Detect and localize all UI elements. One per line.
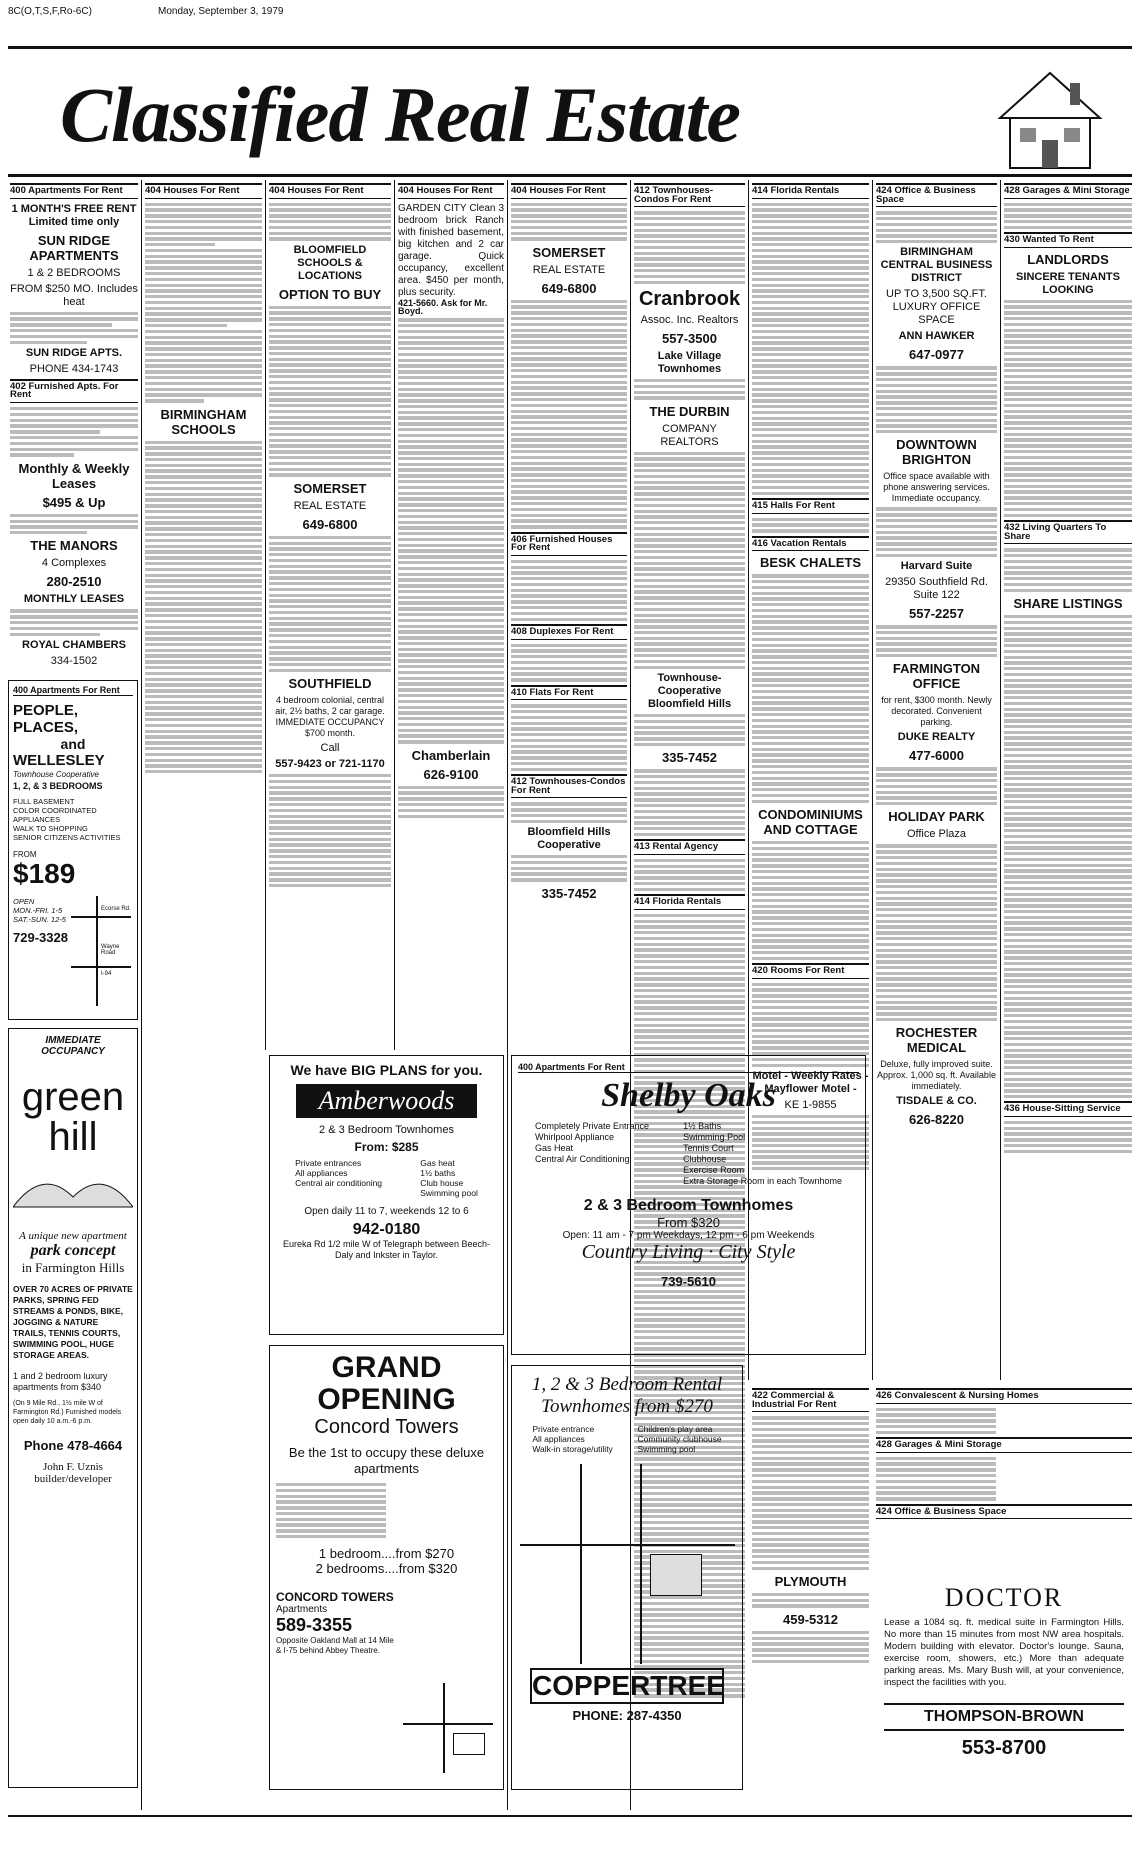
section-heading: 402 Furnished Apts. For Rent — [10, 379, 138, 403]
ad-body-text — [876, 1457, 996, 1501]
ad-sub: 4 Complexes — [41, 557, 107, 570]
ad-phone: 942-0180 — [352, 1221, 421, 1238]
section-heading: 406 Furnished Houses For Rent — [511, 532, 627, 556]
ad-tagline: A unique new apartment — [19, 1230, 127, 1242]
ad-brand: Concord Towers — [314, 1416, 459, 1438]
hours-weekday: MON.-FRI. 1-5 — [13, 906, 63, 915]
ad-title: DOCTOR — [944, 1583, 1064, 1612]
coppertree-ad — [511, 1365, 743, 1790]
ad-body-text — [145, 203, 262, 403]
ad-body-text — [876, 625, 997, 657]
section-heading: 420 Rooms For Rent — [752, 963, 869, 979]
ad-phone: 459-5312 — [783, 1611, 838, 1627]
price-1br: 1 bedroom....from $270 — [318, 1546, 455, 1562]
ad-brand: SOMERSET — [532, 244, 606, 260]
ad-body-text — [511, 560, 627, 621]
ad-body-text — [634, 379, 745, 400]
ad-sub: COMPANY REALTORS — [660, 422, 719, 448]
ad-body-text — [752, 1631, 869, 1663]
page-header — [8, 6, 1132, 22]
section-heading: 413 Rental Agency — [634, 839, 745, 855]
ad-brand: CONCORD TOWERS — [276, 1590, 394, 1605]
section-heading: 430 Wanted To Rent — [1004, 232, 1132, 248]
ad-beds: 1, 2, & 3 BEDROOMS — [13, 781, 103, 791]
column-rule — [394, 180, 395, 1050]
ad-body-text — [1004, 548, 1132, 592]
ad-brand: THE DURBIN — [649, 403, 730, 419]
section-heading: 400 Apartments For Rent — [518, 1062, 859, 1073]
ad-brand: Lake Village Townhomes — [657, 349, 722, 375]
ad-price: From: $285 — [354, 1140, 419, 1154]
ad-agent: TISDALE & CO. — [896, 1095, 977, 1108]
column-rule — [507, 180, 508, 1810]
ad-sub: Townhouse Cooperative — [13, 770, 99, 779]
ad-title: SUN RIDGE APARTMENTS — [29, 232, 119, 263]
ad-phone: 649-6800 — [541, 280, 597, 296]
feature-item: SENIOR CITIZENS ACTIVITIES — [13, 833, 121, 842]
ad-body-text — [1004, 203, 1132, 230]
ad-phone-label: SUN RIDGE APTS. — [25, 346, 123, 359]
section-heading: 404 Houses For Rent — [269, 183, 391, 199]
column-rule — [141, 180, 142, 1810]
ad-headline: GRAND — [331, 1351, 442, 1384]
section-heading: 426 Convalescent & Nursing Homes — [876, 1388, 1132, 1404]
ad-headline: and — [60, 736, 86, 752]
ad-address: 29350 Southfield Rd. Suite 122 — [885, 576, 988, 602]
feature-list — [276, 1158, 497, 1198]
column-4 — [398, 180, 504, 1035]
ad-city: in Farmington Hills — [21, 1260, 125, 1275]
ad-description: Lease a 1084 sq. ft. medical suite in Farmington Hills. No more than 15 minutes from most NW area hospitals. Modern building with elevator. Doctor's lounge. Sauna, exercise room, showers, etc.) More than adequate parking areas. Ms. Mary Bush will, at your convenience, inspect the facilities with you. — [884, 1617, 1124, 1688]
ad-phone: 335-7452 — [541, 885, 597, 901]
feature-item: WALK TO SHOPPING — [13, 824, 88, 833]
ad-headline: OPTION TO BUY — [278, 286, 382, 302]
ad-body-text — [876, 767, 997, 805]
ad-brand: Harvard Suite — [900, 560, 973, 573]
ad-phone: 626-8220 — [909, 1112, 964, 1128]
ad-sub: for rent, $300 month. Newly decorated. Convenient parking. — [881, 695, 992, 728]
ad-headline: We have BIG PLANS for you. — [290, 1062, 483, 1078]
section-banner — [60, 70, 880, 160]
ad-type: 2 & 3 Bedroom Townhomes — [319, 1124, 454, 1136]
ad-body-text — [398, 786, 504, 818]
ad-phone: KE 1-9855 — [784, 1098, 837, 1111]
ad-sub: Assoc. Inc. Realtors — [640, 313, 739, 326]
ad-phone: 557-2257 — [909, 606, 964, 622]
feature-item: Children's play area — [637, 1424, 713, 1434]
ad-brand: SOMERSET — [293, 480, 367, 496]
ad-brand: Townhouse-Cooperative Bloomfield Hills — [647, 671, 732, 710]
ad-brand: HOLIDAY PARK — [888, 809, 985, 825]
section-heading: 428 Garages & Mini Storage — [1004, 183, 1132, 199]
ad-body-text — [634, 714, 745, 746]
feature-item: FULL BASEMENT — [13, 797, 75, 806]
feature-item: Private entrance — [532, 1424, 595, 1434]
house-illustration-icon — [990, 58, 1110, 178]
top-rule — [8, 46, 1132, 49]
ad-headline: OPENING — [317, 1383, 456, 1416]
ad-title: BIRMINGHAM SCHOOLS — [160, 406, 247, 437]
hours-label: OPEN — [13, 897, 35, 906]
ad-location: Eureka Rd 1/2 mile W of Telegraph between Beech-Daly and Inkster in Taylor. — [283, 1239, 490, 1260]
ad-title: DOWNTOWN BRIGHTON — [896, 437, 977, 468]
location-map — [520, 1464, 734, 1664]
feature-list — [13, 797, 133, 842]
bottom-rule — [8, 1815, 1132, 1817]
location-map — [71, 896, 131, 1016]
column-3 — [269, 180, 391, 1035]
column-9 — [1004, 180, 1132, 1380]
feature-list — [520, 1424, 734, 1454]
ad-phone: 729-3328 — [13, 930, 68, 945]
ad-body-text — [752, 1593, 869, 1608]
ad-title: ROYAL CHAMBERS — [22, 638, 126, 651]
ad-body-text — [1004, 300, 1132, 517]
section-heading: 424 Office & Business Space — [876, 183, 997, 207]
section-heading: 404 Houses For Rent — [145, 183, 262, 199]
ad-body-text — [634, 452, 745, 669]
edition-code: 8C(O,T,S,F,Ro-6C) — [8, 6, 92, 17]
feature-item: COLOR COORDINATED APPLIANCES — [13, 806, 97, 824]
ad-body-text — [269, 536, 391, 672]
price-2br: 2 bedrooms....from $320 — [315, 1561, 458, 1577]
ad-body-text — [876, 211, 997, 243]
ad-sub: Apartments — [276, 1604, 328, 1616]
column-2 — [145, 180, 262, 1035]
ad-phone: 626-9100 — [423, 766, 479, 782]
ad-title: THE MANORS — [30, 538, 118, 554]
section-heading: 416 Vacation Rentals — [752, 536, 869, 552]
ad-brand: Bloomfield Hills Cooperative — [527, 826, 611, 852]
ad-brand: Amberwoods — [296, 1084, 477, 1118]
ad-subbrand: park concept — [30, 1242, 116, 1259]
ad-title: BLOOMFIELD SCHOOLS & LOCATIONS — [293, 243, 367, 282]
section-heading: 414 Florida Rentals — [634, 894, 745, 910]
ad-body-text — [876, 507, 997, 557]
section-heading: 412 Townhouses-Condos For Rent — [511, 774, 627, 798]
ad-body-text — [876, 1408, 996, 1435]
ad-body-text — [752, 841, 869, 960]
ad-phone: Phone 478-4664 — [23, 1438, 123, 1453]
feature-list — [518, 1121, 859, 1187]
feature-item: Swimming pool — [420, 1188, 478, 1198]
ad-phone: 557-9423 or 721-1170 — [275, 758, 385, 771]
ad-tag: IMMEDIATE OCCUPANCY — [41, 1035, 105, 1057]
ad-body-text — [752, 574, 869, 803]
ad-title: FARMINGTON OFFICE — [892, 661, 981, 692]
ad-hours: Open daily 11 to 7, weekends 12 to 6 — [304, 1206, 469, 1217]
ad-phone: 477-6000 — [909, 748, 964, 764]
ad-brand: Motel - Weekly Rates - Mayflower Motel - — [752, 1069, 869, 1095]
ad-body-text — [511, 802, 627, 823]
ad-garden-city: GARDEN CITY Clean 3 bedroom brick Ranch with finished basement, big kitchen and 2 car garage. Quick occupancy, excellent area. $450 per month, plus security. — [398, 202, 504, 298]
map-road-label: I-94 — [101, 971, 112, 977]
ad-body-text — [634, 859, 745, 891]
ad-hours: Open: 11 am - 7 pm Weekdays, 12 pm - 6 pm Weekends — [562, 1230, 815, 1241]
ad-phone: 649-6800 — [302, 516, 358, 532]
ad-brand: PLYMOUTH — [774, 1573, 847, 1589]
section-heading: 422 Commercial & Industrial For Rent — [752, 1388, 869, 1412]
ad-phone: 280-2510 — [46, 574, 102, 590]
ad-brand: COPPERTREE — [530, 1668, 724, 1704]
location-map — [403, 1683, 493, 1773]
column-1 — [10, 180, 138, 670]
map-road-label: Ecorse Rd. — [101, 906, 131, 912]
ad-price: FROM $250 MO. Includes heat — [10, 282, 138, 308]
feature-item: Swimming Pool — [683, 1132, 746, 1142]
ad-body-text — [752, 203, 869, 495]
ad-price: From $320 — [657, 1215, 720, 1230]
ad-description: OVER 70 ACRES OF PRIVATE PARKS, SPRING FED STREAMS & PONDS, BIKE, JOGGING & NATURE TRAILS, TENNIS COURTS, SWIMMING POOL, HUGE STORAGE AREAS. — [13, 1284, 133, 1360]
ad-brand: SOUTHFIELD — [288, 676, 372, 692]
ad-brand: Shelby Oaks — [601, 1077, 776, 1114]
ad-body-text — [876, 366, 997, 433]
section-heading: 400 Apartments For Rent — [10, 183, 138, 199]
ad-brand: green — [21, 1075, 125, 1119]
ad-body-text — [398, 318, 504, 743]
section-heading: 424 Office & Business Space — [876, 1504, 1132, 1520]
ad-promo: 1 MONTH'S FREE RENT Limited time only — [11, 202, 137, 228]
feature-item: Club house — [420, 1178, 464, 1188]
ad-address: Opposite Oakland Mall at 14 Mile & I-75 behind Abbey Theatre. — [276, 1636, 394, 1656]
amberwoods-ad — [269, 1055, 504, 1335]
ad-phone: 557-3500 — [662, 330, 717, 346]
ad-sub: SINCERE TENANTS LOOKING — [1016, 270, 1120, 296]
ad-body-text — [10, 407, 138, 457]
ad-body-text — [752, 518, 869, 533]
ad-brand: hill — [48, 1115, 98, 1159]
ad-phone: 647-0977 — [909, 347, 964, 363]
section-heading: 410 Flats For Rent — [511, 685, 627, 701]
ad-sub: REAL ESTATE — [532, 263, 606, 276]
ad-body-text — [276, 1483, 386, 1538]
map-road-label: Wayne Road — [101, 944, 120, 956]
feature-item: 1½ baths — [420, 1168, 456, 1178]
ad-agent: ANN HAWKER — [898, 330, 975, 343]
ad-title: LANDLORDS — [1027, 251, 1109, 267]
ad-headline: 1, 2 & 3 Bedroom Rental Townhomes from $270 — [531, 1374, 723, 1417]
feature-item: Swimming pool — [637, 1444, 696, 1454]
column-5 — [511, 180, 627, 1035]
ad-tagline: Country Living · City Style — [581, 1241, 796, 1263]
ad-title: ROCHESTER MEDICAL — [895, 1025, 978, 1056]
feature-item: 1½ Baths — [683, 1121, 722, 1131]
ad-location: (On 9 Mile Rd., 1½ mile W of Farmington Rd.) Furnished models open daily 10 a.m.-6 p.m. — [13, 1400, 122, 1425]
ad-body-text — [511, 644, 627, 682]
section-heading: 414 Florida Rentals — [752, 183, 869, 199]
ad-body-text — [752, 1416, 869, 1570]
section-heading: 412 Townhouses-Condos For Rent — [634, 183, 745, 207]
feature-item: Extra Storage Room in each Townhome — [683, 1176, 842, 1186]
feature-item: Completely Private Entrance — [535, 1121, 650, 1131]
hours-weekend: SAT.-SUN. 12-5 — [13, 915, 66, 924]
ad-body-text — [269, 203, 391, 241]
ad-agent: DUKE REALTY — [897, 731, 976, 744]
ad-sub: REAL ESTATE — [293, 499, 367, 512]
ad-phone: 553-8700 — [961, 1737, 1047, 1759]
ad-body-text — [10, 609, 138, 636]
ad-body-text — [511, 203, 627, 241]
ad-body-text — [269, 306, 391, 477]
section-heading: 428 Garages & Mini Storage — [876, 1437, 1132, 1453]
ad-sub: Be the 1st to occupy these deluxe apartments — [288, 1445, 485, 1476]
ad-title: BIRMINGHAM CENTRAL BUSINESS DISTRICT — [880, 246, 993, 285]
ad-sub: UP TO 3,500 SQ.FT. LUXURY OFFICE SPACE — [886, 288, 987, 327]
feature-item: Exercise Room — [683, 1165, 745, 1175]
ad-phone: 335-7452 — [662, 750, 717, 766]
ad-headline: PEOPLE, PLACES, — [13, 702, 79, 736]
ad-role: builder/developer — [34, 1473, 112, 1485]
column-rule — [1000, 180, 1001, 1380]
feature-item: Tennis Court — [683, 1143, 734, 1153]
ad-beds: 1 and 2 bedroom luxury apartments from $340 — [13, 1371, 108, 1392]
ad-beds: 1 & 2 BEDROOMS — [27, 266, 121, 279]
section-heading: 436 House-Sitting Service — [1004, 1101, 1132, 1117]
feature-item: Clubhouse — [683, 1154, 727, 1164]
ad-body-text — [511, 704, 627, 771]
ad-phone: 334-1502 — [50, 654, 98, 667]
section-heading: 400 Apartments For Rent — [13, 685, 133, 696]
ad-brand: Cranbrook — [638, 287, 741, 310]
feature-item: Gas heat — [420, 1158, 455, 1168]
feature-item: Walk-in storage/utility — [532, 1444, 613, 1454]
ad-phone: 421-5660. Ask for Mr. Boyd. — [398, 297, 488, 317]
ad-brand: CONDOMINIUMS AND COTTAGE — [758, 807, 863, 838]
column-7-lower — [752, 1385, 869, 1785]
ad-sub: Office Plaza — [906, 828, 967, 841]
ad-body-text — [634, 211, 745, 284]
shelby-oaks-ad — [511, 1055, 866, 1355]
ad-body-text — [634, 769, 745, 836]
feature-item: Private entrances — [295, 1158, 362, 1168]
section-heading: 415 Halls For Rent — [752, 498, 869, 514]
ad-title: Monthly & Weekly Leases — [18, 460, 130, 491]
ad-headline: WELLESLEY — [13, 752, 105, 769]
ad-title: SHARE LISTINGS — [1013, 596, 1123, 612]
green-hill-ad — [8, 1028, 138, 1788]
ad-body-text — [511, 300, 627, 529]
feature-item: Gas Heat — [535, 1143, 574, 1153]
ad-body-text — [10, 514, 138, 535]
column-8-lower — [876, 1385, 1132, 1565]
ad-body-text — [1004, 615, 1132, 1098]
ad-type: 2 & 3 Bedroom Townhomes — [583, 1197, 794, 1214]
publication-date: Monday, September 3, 1979 — [158, 6, 284, 17]
ad-body-text — [876, 844, 997, 1021]
section-heading: 404 Houses For Rent — [398, 183, 504, 199]
feature-item: Central Air Conditioning — [535, 1154, 630, 1164]
ad-title: MONTHLY LEASES — [23, 593, 125, 606]
ad-sub: Office space available with phone answering services. Immediate occupancy. — [883, 471, 990, 504]
ad-brand: THOMPSON-BROWN — [884, 1703, 1124, 1731]
ad-phone: PHONE 434-1743 — [29, 362, 119, 375]
ad-body-text — [1004, 1121, 1132, 1153]
ad-description: 4 bedroom colonial, central air, 2½ baths, 2 car garage. IMMEDIATE OCCUPANCY $700 month. — [275, 695, 385, 739]
ad-brand: BESK CHALETS — [759, 555, 862, 571]
tree-icon — [13, 1157, 133, 1217]
ad-price: $189 — [13, 858, 76, 889]
ad-body-text — [511, 855, 627, 882]
ad-phone: 589-3355 — [276, 1615, 353, 1636]
feature-item: Community clubhouse — [637, 1434, 722, 1444]
wellesley-ad — [8, 680, 138, 1020]
ad-price: $495 & Up — [42, 494, 106, 510]
feature-item: Whirlpool Appliance — [535, 1132, 615, 1142]
feature-item: Central air conditioning — [295, 1178, 383, 1188]
section-heading: 432 Living Quarters To Share — [1004, 520, 1132, 544]
ad-body-text — [10, 312, 138, 344]
ad-from: FROM — [13, 850, 37, 859]
ad-phone: 739-5610 — [661, 1274, 716, 1289]
ad-phone: PHONE: 287-4350 — [572, 1708, 682, 1723]
ad-body-text — [145, 441, 262, 774]
feature-item: All appliances — [295, 1168, 348, 1178]
ad-sub: Deluxe, fully improved suite. Approx. 1,000 sq. ft. Available immediately. — [877, 1059, 996, 1092]
section-heading: 408 Duplexes For Rent — [511, 624, 627, 640]
section-title: Classified Real Estate — [60, 71, 740, 158]
ad-call: Call — [320, 742, 340, 755]
section-heading: 404 Houses For Rent — [511, 183, 627, 199]
ad-body-text — [269, 774, 391, 887]
column-rule — [265, 180, 266, 1050]
ad-brand: Chamberlain — [411, 747, 491, 763]
column-rule — [872, 180, 873, 1380]
banner-bottom-rule — [8, 174, 1132, 177]
concord-towers-ad — [269, 1345, 504, 1790]
column-8 — [876, 180, 997, 1380]
feature-item: All appliances — [532, 1434, 585, 1444]
doctor-ad — [876, 1575, 1132, 1790]
ad-agent: John F. Uznis — [43, 1461, 103, 1473]
